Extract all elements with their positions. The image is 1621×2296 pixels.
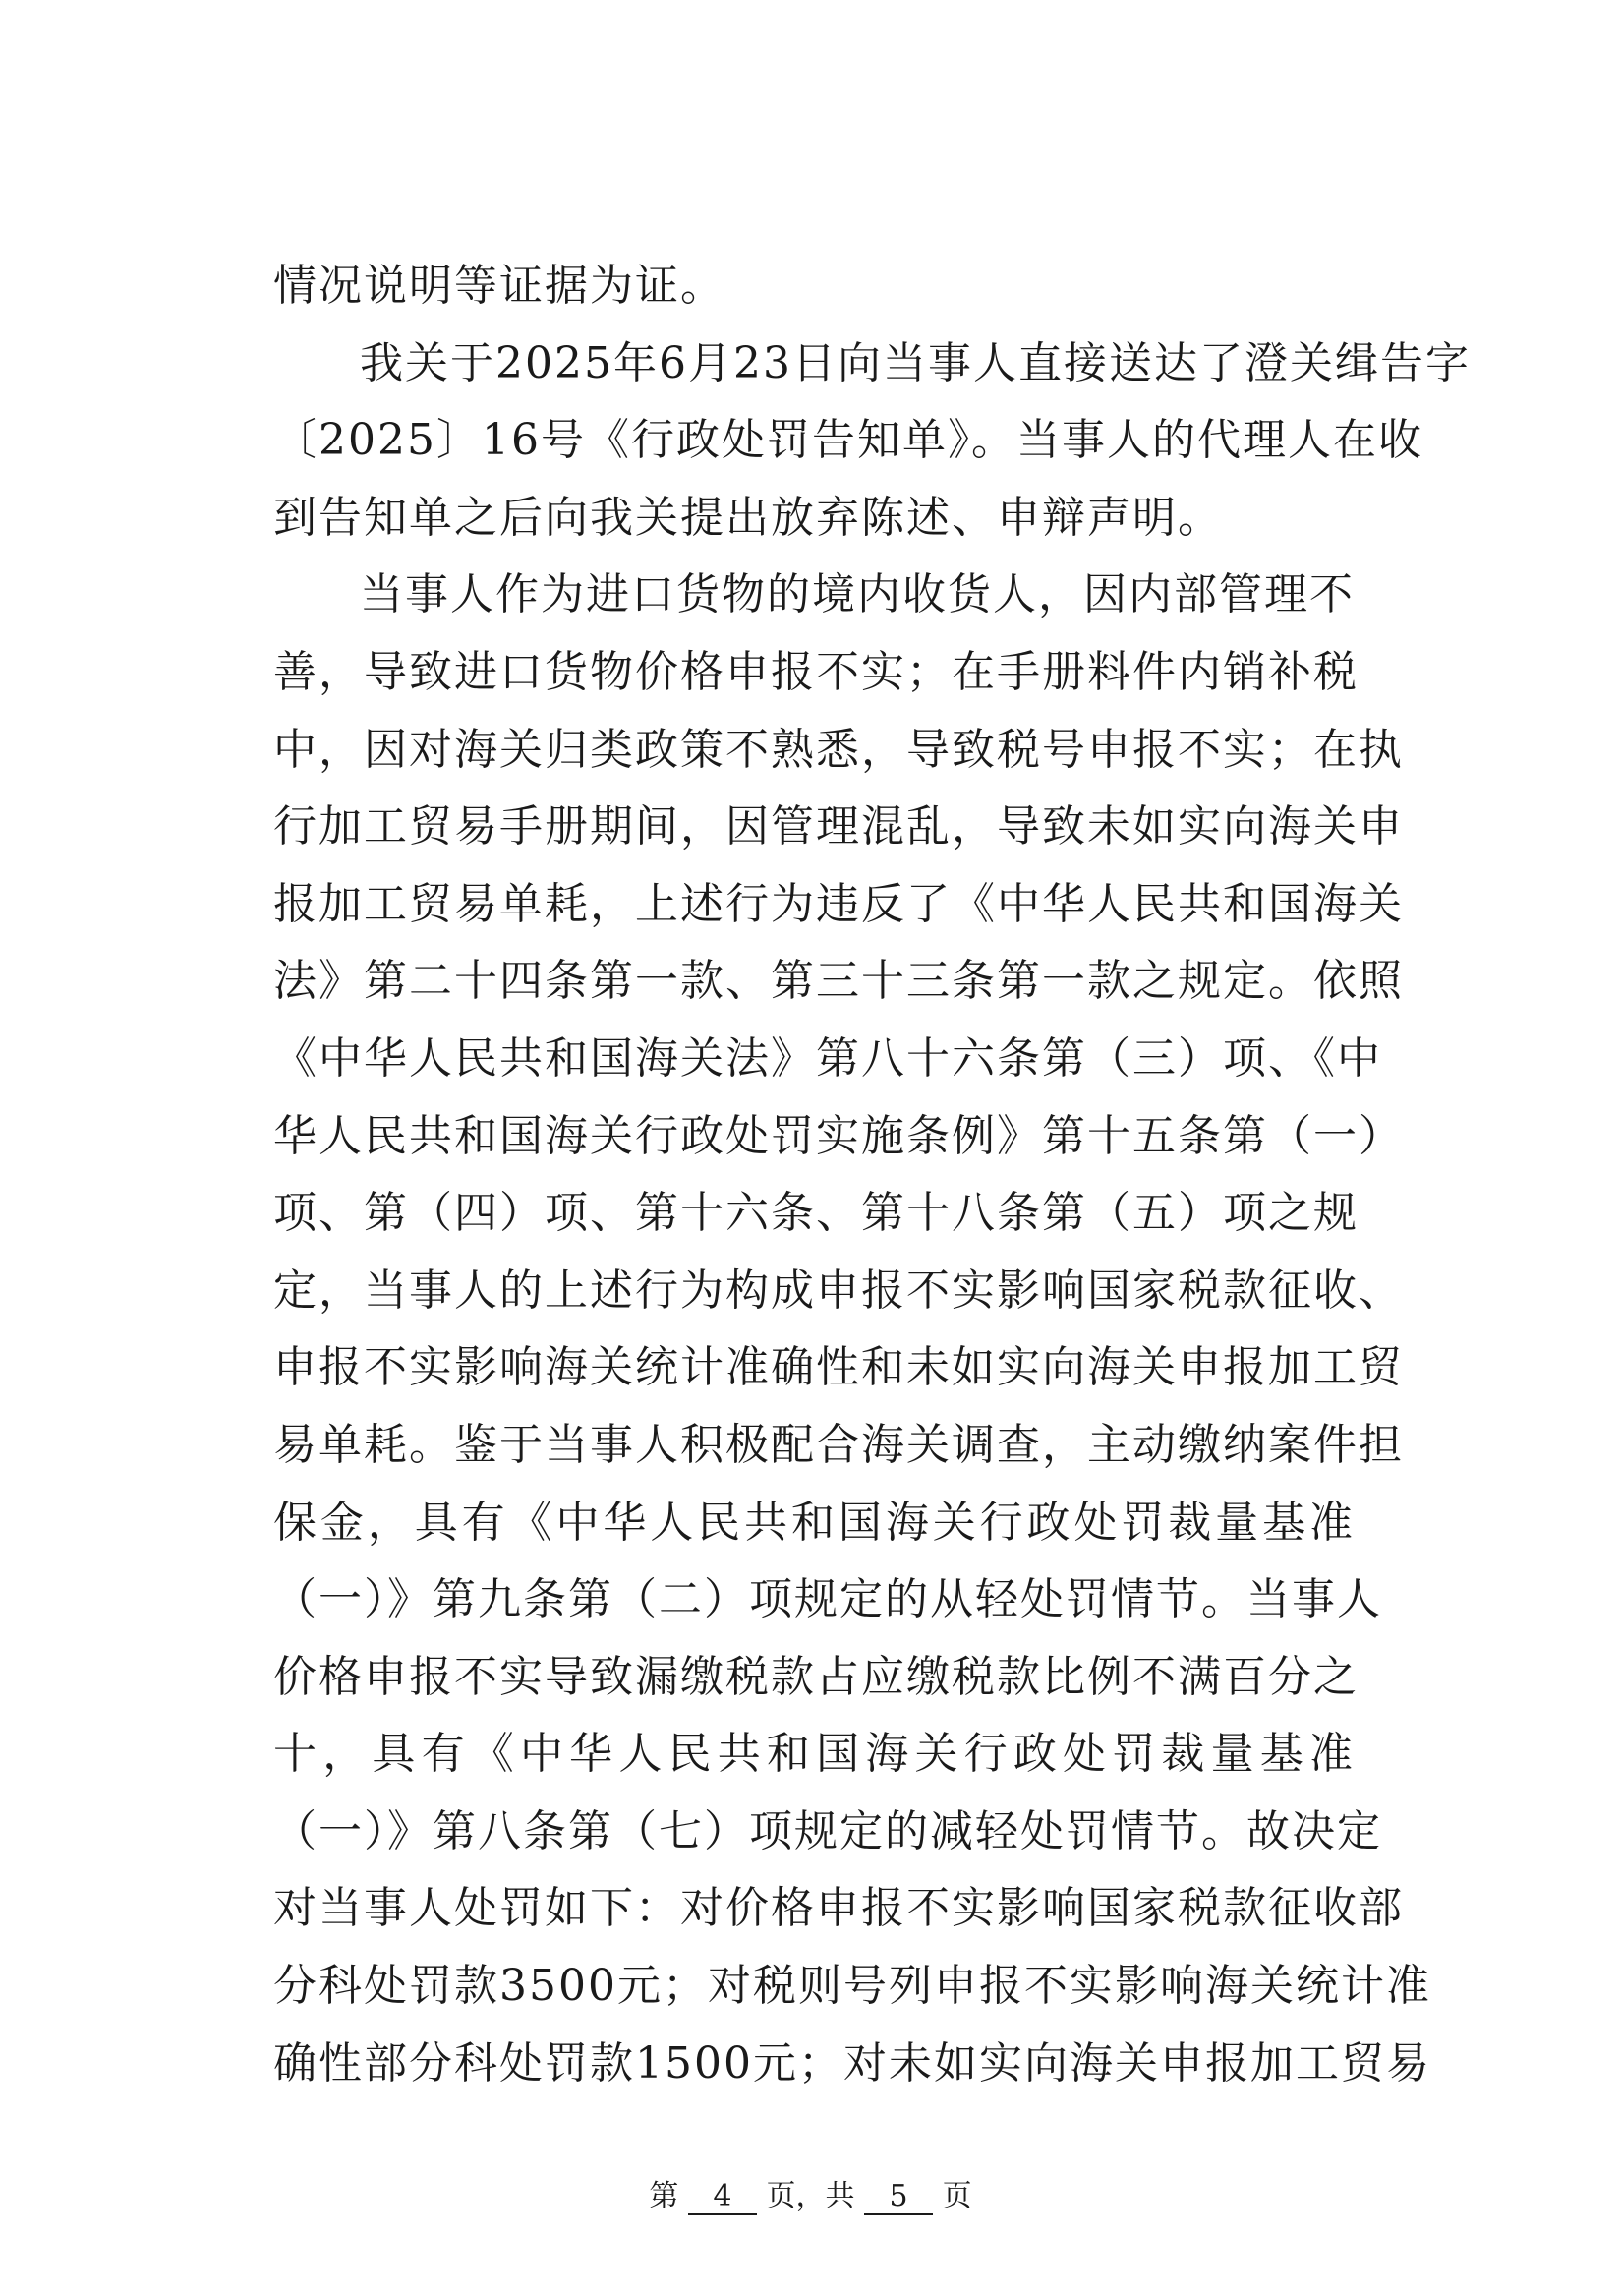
text-line: （一）》第九条第（二）项规定的从轻处罚情节。当事人 <box>273 1574 1382 1625</box>
text-line: 到告知单之后向我关提出放弃陈述、申辩声明。 <box>273 492 1223 543</box>
text-line: 易单耗。鉴于当事人积极配合海关调查，主动缴纳案件担 <box>273 1419 1404 1470</box>
footer-middle: 页，共 <box>766 2179 855 2213</box>
text-line: 项、第（四）项、第十六条、第十八条第（五）项之规 <box>273 1188 1359 1239</box>
current-page-number: 4 <box>688 2180 757 2215</box>
text-line: 定，当事人的上述行为构成申报不实影响国家税款征收、 <box>273 1265 1404 1316</box>
text-line: 〔2025〕16号《行政处罚告知单》。当事人的代理人在收 <box>273 415 1423 466</box>
document-body <box>273 248 1471 2102</box>
text-line: 善，导致进口货物价格申报不实；在手册料件内销补税 <box>273 646 1359 697</box>
text-line: 我关于2025年6月23日向当事人直接送达了澄关缉告字 <box>360 337 1471 388</box>
text-line: 价格申报不实导致漏缴税款占应缴税款比例不满百分之 <box>273 1651 1359 1702</box>
text-line: 对当事人处罚如下：对价格申报不实影响国家税款征收部 <box>273 1883 1404 1934</box>
text-line: 申报不实影响海关统计准确性和未如实向海关申报加工贸 <box>273 1342 1404 1393</box>
text-line: （一）》第八条第（七）项规定的减轻处罚情节。故决定 <box>273 1805 1382 1856</box>
total-pages-number: 5 <box>864 2180 933 2215</box>
text-line: 当事人作为进口货物的境内收货人，因内部管理不 <box>360 569 1355 620</box>
text-line: 分科处罚款3500元；对税则号列申报不实影响海关统计准 <box>273 1961 1431 2012</box>
text-line: 情况说明等证据为证。 <box>273 261 725 311</box>
text-line: 华人民共和国海关行政处罚实施条例》第十五条第（一） <box>273 1110 1404 1161</box>
text-line: 十，具有《中华人民共和国海关行政处罚裁量基准 <box>273 1729 1355 1780</box>
text-line: 法》第二十四条第一款、第三十三条第一款之规定。依照 <box>273 956 1404 1007</box>
footer-suffix: 页 <box>942 2179 972 2213</box>
footer-prefix: 第 <box>649 2179 679 2213</box>
page-footer <box>0 2171 1621 2215</box>
text-line: 保金，具有《中华人民共和国海关行政处罚裁量基准 <box>273 1497 1355 1548</box>
text-line: 行加工贸易手册期间，因管理混乱，导致未如实向海关申 <box>273 801 1404 853</box>
text-line: 确性部分科处罚款1500元；对未如实向海关申报加工贸易 <box>273 2037 1431 2089</box>
text-line: 《中华人民共和国海关法》第八十六条第（三）项、《中 <box>273 1032 1382 1084</box>
text-line: 报加工贸易单耗，上述行为违反了《中华人民共和国海关 <box>273 878 1404 929</box>
text-line: 中，因对海关归类政策不熟悉，导致税号申报不实；在执 <box>273 724 1404 775</box>
